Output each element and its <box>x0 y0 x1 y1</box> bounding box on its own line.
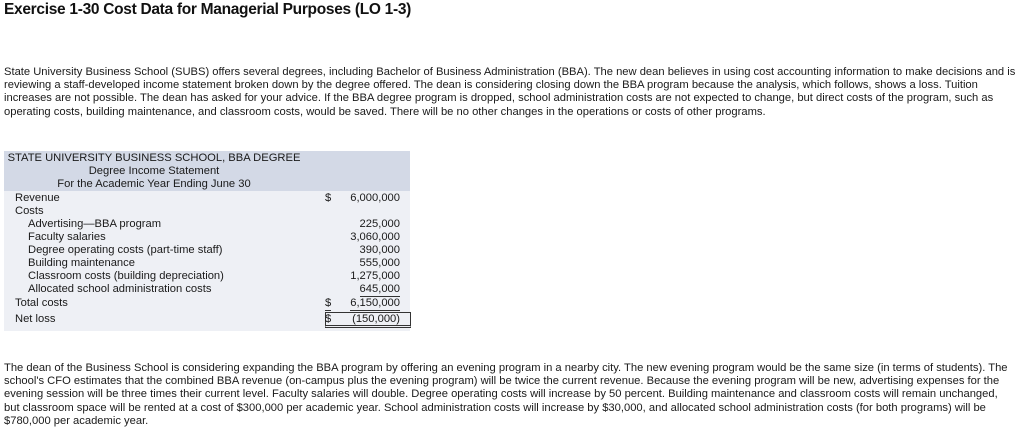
cost-item-row <box>4 218 410 231</box>
income-statement-table <box>4 151 410 331</box>
total-costs-label: Total costs <box>15 297 68 309</box>
cost-item-row <box>4 231 410 244</box>
cost-item-row <box>4 244 410 257</box>
net-loss-dollar-sign: $ <box>325 313 332 325</box>
cost-item-label: Faculty salaries <box>28 231 106 243</box>
cost-item-row <box>4 270 410 283</box>
total-costs-dollar-sign: $ <box>325 297 332 309</box>
costs-row <box>4 205 410 218</box>
cost-item-label: Advertising—BBA program <box>28 218 162 230</box>
cost-item-row <box>4 283 410 296</box>
cost-item-amount: 3,060,000 <box>350 231 400 243</box>
statement-body <box>4 191 410 331</box>
followup-paragraph: The dean of the Business School is considering expanding the BBA program by offering an evening program in a nearby city. The new evening program would be the same size (in terms of students). The school's CFO estimates that the combined BBA revenue (on-campus plus the evening program) will be twice the current revenue. Because the evening program will be new, advertising expenses for the evening session will be three times their current level. Faculty salaries will double. Degree operating costs will increase by 50 percent. Building maintenance and classroom costs will remain unchanged, but classroom space will be rented at a cost of $300,000 per academic year. School administration costs will increase by $30,000, and allocated school administration costs (for both programs) will be $780,000 per academic year. <box>4 362 1008 427</box>
cost-item-label: Degree operating costs (part-time staff) <box>28 244 223 256</box>
cost-item-label: Allocated school administration costs <box>28 283 212 295</box>
costs-label: Costs <box>15 205 44 217</box>
cost-item-amount: 555,000 <box>359 257 400 269</box>
total-costs-row <box>4 297 410 310</box>
cost-item-amount: 1,275,000 <box>350 270 400 282</box>
exercise-title: Exercise 1-30 Cost Data for Managerial Purposes (LO 1-3) <box>4 1 412 18</box>
cost-item-label: Building maintenance <box>28 257 135 269</box>
revenue-amount: 6,000,000 <box>350 192 400 204</box>
statement-heading-period: For the Academic Year Ending June 30 <box>57 178 251 190</box>
net-loss-label: Net loss <box>15 313 56 325</box>
revenue-row <box>4 192 410 205</box>
revenue-label: Revenue <box>15 192 60 204</box>
statement-header <box>4 151 410 191</box>
cost-item-row <box>4 257 410 270</box>
net-loss-row <box>4 313 410 326</box>
statement-heading-school: STATE UNIVERSITY BUSINESS SCHOOL, BBA DEGREE <box>7 152 301 164</box>
cost-item-amount: 645,000 <box>359 283 400 295</box>
cost-item-label: Classroom costs (building depreciation) <box>28 270 224 282</box>
statement-heading-type: Degree Income Statement <box>88 165 220 177</box>
cost-item-amount: 390,000 <box>359 244 400 256</box>
net-loss-amount: (150,000) <box>352 313 400 325</box>
intro-paragraph: State University Business School (SUBS) offers several degrees, including Bachelor of Business Administration (BBA). The new dean believes in using cost accounting information to make decisions and is reviewing a staff-developed income statement broken down by the degree offered. The dean is considering closing down the BBA program because the analysis, which follows, shows a loss. Tuition increases are not possible. The dean has asked for your advice. If the BBA degree program is dropped, school administration costs are not expected to change, but direct costs of the program, such as operating costs, building maintenance, and classroom costs, would be saved. There will be no other changes in the operations or costs of other programs. <box>4 66 1016 118</box>
revenue-dollar-sign: $ <box>325 192 332 204</box>
total-costs-amount: 6,150,000 <box>350 297 400 309</box>
cost-item-amount: 225,000 <box>359 218 400 230</box>
